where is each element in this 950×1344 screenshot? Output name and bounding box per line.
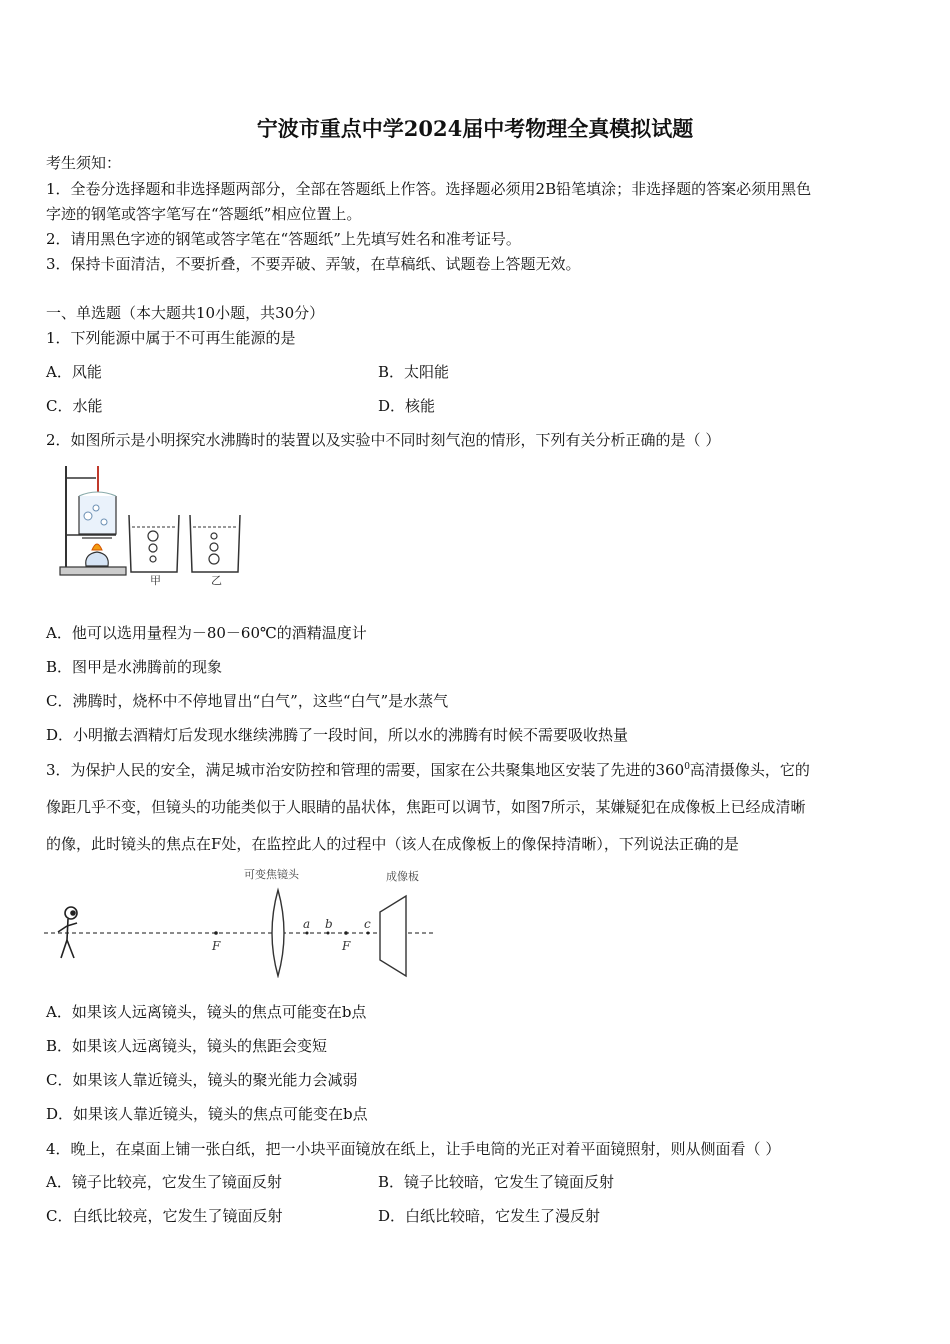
q1-option-d: D．核能 [378,397,436,415]
notice-line-1b: 字迹的钢笔或答字笔写在“答题纸”相应位置上。 [46,205,362,223]
q2-option-d: D．小明撤去酒精灯后发现水继续沸腾了一段时间，所以水的沸腾有时候不需要吸收热量 [46,726,629,744]
q2-option-c: C．沸腾时，烧杯中不停地冒出“白气”，这些“白气”是水蒸气 [46,692,449,710]
q3-option-a: A．如果该人远离镜头，镜头的焦点可能变在b点 [46,1003,367,1021]
notice-heading: 考生须知： [46,154,122,172]
notice-line-3: 3．保持卡面清洁，不要折叠，不要弄破、弄皱，在草稿纸、试题卷上答题无效。 [46,255,581,273]
boiling-apparatus-figure [52,460,262,588]
q3-stem-line-1 [46,759,810,780]
alcohol-lamp [86,552,109,566]
q3-stem-line-3: 的像，此时镜头的焦点在F处，在监控此人的过程中（该人在成像板上的像保持清晰），下列说法正确的是 [46,835,739,853]
q1-option-b: B．太阳能 [378,363,450,381]
point-b-label: b [325,917,333,931]
q3-degree-sup: 0 [684,762,690,772]
label-jia: 甲 [150,574,161,587]
section-heading: 一、单选题（本大题共10小题，共30分） [46,304,325,322]
q3-option-d: D．如果该人靠近镜头，镜头的焦点可能变在b点 [46,1105,368,1123]
q3-stem-part-a: 3．为保护人民的安全，满足城市治安防控和管理的需要，国家在公共聚集地区安装了先进的360 [46,761,685,779]
q4-option-c: C．白纸比较亮，它发生了镜面反射 [46,1207,283,1225]
q2-stem: 2．如图所示是小明探究水沸腾时的装置以及实验中不同时刻气泡的情形，下列有关分析正确的是（ ） [46,431,721,449]
notice-line-2: 2．请用黑色字迹的钢笔或答字笔在“答题纸”上先填写姓名和准考证号。 [46,230,521,248]
q4-stem: 4．晚上，在桌面上铺一张白纸，把一小块平面镜放在纸上，让手电筒的光正对着平面镜照射，则从侧面看（ ） [46,1140,781,1158]
q1-option-a: A．风能 [46,363,102,381]
q3-figure [44,866,439,978]
focal-label-right: F [342,939,351,953]
q3-stem-line-2: 像距几乎不变，但镜头的功能类似于人眼睛的晶状体，焦距可以调节，如图7所示，某嫌疑犯在成像板上已经成清晰 [46,798,806,816]
notice-line-1: 1．全卷分选择题和非选择题两部分，全部在答题纸上作答。选择题必须用2B铅笔填涂；非选择题的答案必须用黑色 [46,180,812,198]
lens-label: 可变焦镜头 [244,868,299,881]
lens-imaging-figure [44,866,439,978]
convex-lens [272,890,284,976]
q2-option-b: B．图甲是水沸腾前的现象 [46,658,223,676]
stand-base [60,567,126,575]
label-yi: 乙 [211,574,222,587]
imaging-screen [380,896,406,976]
beaker-jia [129,515,179,572]
q3-option-c: C．如果该人靠近镜头，镜头的聚光能力会减弱 [46,1071,358,1089]
page-title: 宁波市重点中学2024届中考物理全真模拟试题 [256,116,694,141]
flame [92,544,102,550]
q4-option-b: B．镜子比较暗，它发生了镜面反射 [378,1173,615,1191]
q3-stem-part-b: 高清摄像头，它的 [689,761,810,779]
q3-option-b: B．如果该人远离镜头，镜头的焦距会变短 [46,1037,328,1055]
q4-option-d: D．白纸比较暗，它发生了漫反射 [378,1207,601,1225]
screen-label: 成像板 [386,870,419,883]
q1-option-c: C．水能 [46,397,103,415]
q1-stem: 1．下列能源中属于不可再生能源的是 [46,329,296,347]
focal-label-left: F [212,939,221,953]
point-c-label: c [364,917,371,931]
point-a-label: a [303,917,311,931]
q2-figure [52,460,262,588]
q4-option-a: A．镜子比较亮，它发生了镜面反射 [46,1173,282,1191]
q2-option-a: A．他可以选用量程为－80－60℃的酒精温度计 [46,624,367,642]
